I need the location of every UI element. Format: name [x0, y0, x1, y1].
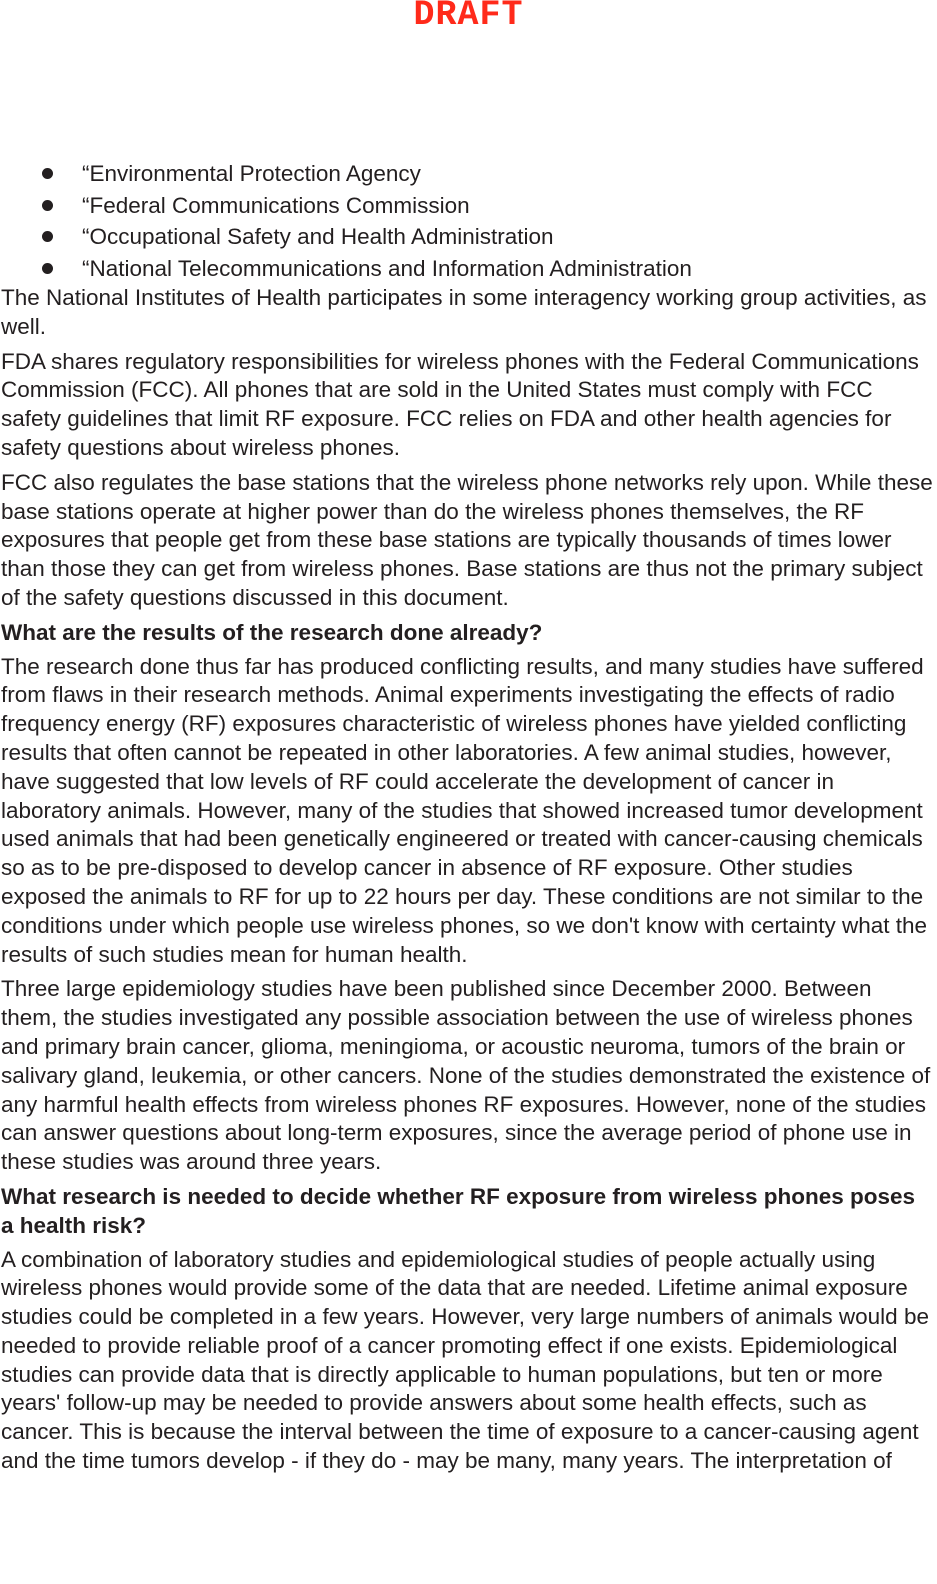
paragraph-fda: FDA shares regulatory responsibilities for wireless phones with the Federal Communications Commission (FCC). All phones that are sold in the United States must comply with FCC safety guidelines that limit RF exposure. FCC relies on FDA and other health agencies for safety questions about wireless phones. [1, 348, 919, 460]
paragraph-research-needed: A combination of laboratory studies and epidemiological studies of people actually using wireless phones would provide some of the data that are needed. Lifetime animal exposure studies could be completed in a few years. However, very large numbers of animals would be needed to provide reliable proof of a cancer promoting effect if one exists. Epidemiological studies can provide data that is directly applicable to human populations, but ten or more years' follow-up may be needed to provide answers about some health effects, such as cancer. This is because the interval between the time of exposure to a cancer-causing agent and the time tumors develop - if they do - may be many, many years. The interpretation of [1, 1246, 929, 1474]
bullet-text: “National Telecommunications and Information Administration [82, 255, 692, 281]
section-heading-research-results: What are the results of the research done already? [1, 619, 543, 645]
paragraph-nih: The National Institutes of Health participates in some interagency working group activities, as well. [1, 285, 927, 339]
bullet-icon [42, 231, 53, 242]
paragraph-fcc: FCC also regulates the base stations that the wireless phone networks rely upon. While these base stations operate at higher power than do the wireless phones themselves, the RF exposures that people get from these base stations are typically thousands of times lower than those they can get from wireless phones. Base stations are thus not the primary subject of the safety questions discussed in this document. [1, 469, 933, 610]
list-item [1, 253, 933, 285]
section-heading-research-needed: What research is needed to decide whether RF exposure from wireless phones poses a health risk? [1, 1183, 916, 1238]
agency-bullet-list [1, 158, 933, 284]
list-item [1, 158, 933, 190]
document-body [1, 158, 933, 1482]
bullet-text: “Environmental Protection Agency [82, 161, 421, 186]
paragraph-epidemiology: Three large epidemiology studies have been published since December 2000. Between them, the studies investigated any possible association between the use of wireless phones and primary brain cancer, glioma, meningioma, or acoustic neuroma, tumors of the brain or salivary gland, leukemia, or other cancers. None of the studies demonstrated the existence of any harmful health effects from wireless phones RF exposures. However, none of the studies can answer questions about long-term exposures, since the average period of phone use in these studies was around three years. [1, 976, 931, 1175]
bullet-text: “Occupational Safety and Health Administration [82, 224, 554, 249]
bullet-text: “Federal Communications Commission [82, 192, 470, 218]
list-item [1, 190, 933, 222]
draft-watermark: DRAFT [413, 0, 524, 35]
bullet-icon [42, 200, 53, 211]
bullet-icon [42, 263, 53, 274]
list-item [1, 221, 933, 253]
paragraph-research-results: The research done thus far has produced conflicting results, and many studies have suffered from flaws in their research methods. Animal experiments investigating the effects of radio frequency energy (RF) exposures characteristic of wireless phones have yielded conflicting results that often cannot be repeated in other laboratories. A few animal studies, however, have suggested that low levels of RF could accelerate the development of cancer in laboratory animals. However, many of the studies that showed increased tumor development used animals that had been genetically engineered or treated with cancer-causing chemicals so as to be pre-disposed to develop cancer in absence of RF exposure. Other studies exposed the animals to RF for up to 22 hours per day. These conditions are not similar to the conditions under which people use wireless phones, so we don't know with certainty what the results of such studies mean for human health. [1, 653, 928, 967]
bullet-icon [42, 168, 53, 179]
